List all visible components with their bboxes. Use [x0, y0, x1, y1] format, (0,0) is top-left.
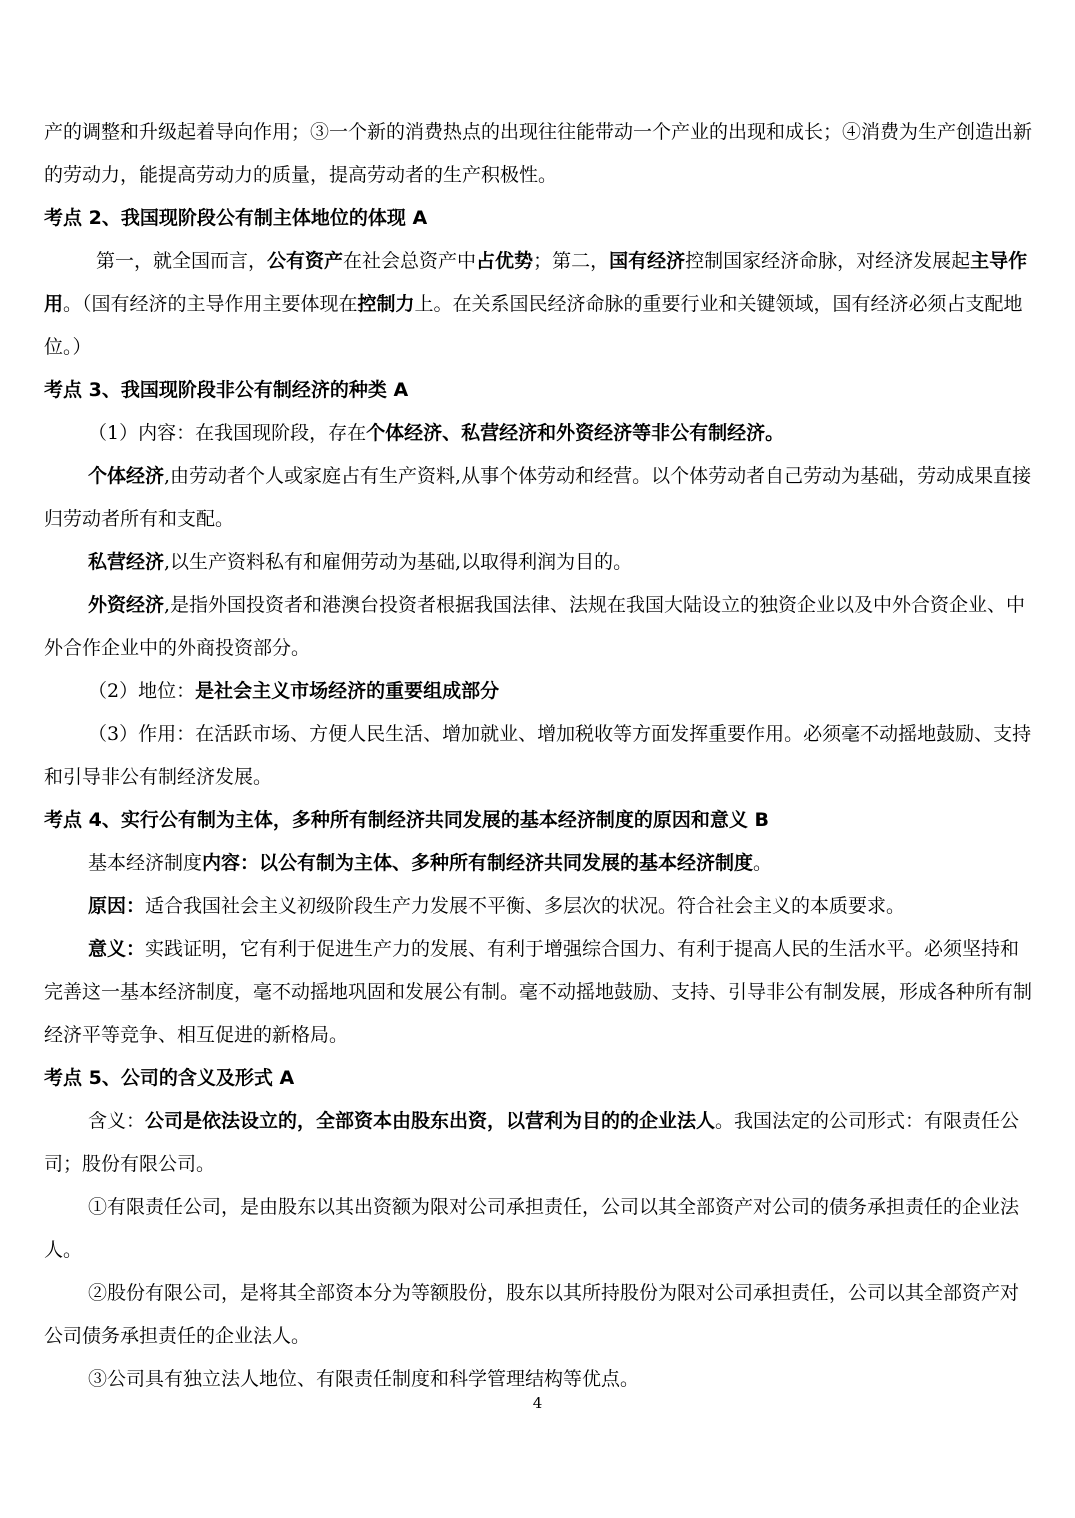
text-run: ③公司具有独立法人地位、有限责任制度和科学管理结构等优点。: [88, 1368, 640, 1390]
bold-text: 主导作用: [44, 250, 1028, 315]
page-content: [44, 111, 1036, 1401]
paragraph: [44, 412, 1036, 455]
bold-text: 控制力: [357, 293, 415, 315]
text-run: 控制国家经济命脉，对经济发展起: [685, 250, 971, 272]
text-run: 产的调整和升级起着导向作用；③一个新的消费热点的出现往往能带动一个产业的出现和成长；④消费为生产创造出新的劳动力，能提高劳动力的质量，提高劳动者的生产积极性。: [44, 121, 1033, 186]
text-run: 上。在关系国民经济命脉的重要行业和关键领域，国有经济必须占支配地位。）: [44, 293, 1023, 358]
bold-text: 国有经济: [609, 250, 686, 272]
paragraph: [44, 1272, 1036, 1358]
bold-text: 占优势: [476, 250, 534, 272]
bold-text: 考点 5、公司的含义及形式 A: [44, 1067, 295, 1089]
text-run: 适合我国社会主义初级阶段生产力发展不平衡、多层次的状况。符合社会主义的本质要求。: [145, 895, 906, 917]
paragraph: [44, 1100, 1036, 1186]
bold-text: 私营经济: [88, 551, 165, 573]
text-run: ②股份有限公司，是将其全部资本分为等额股份，股东以其所持股份为限对公司承担责任，公司以其全部资产对公司债务承担责任的企业法人。: [44, 1282, 1020, 1347]
text-run: （2）地位：: [88, 680, 196, 702]
text-run: （1）内容：在我国现阶段，存在: [88, 422, 367, 444]
section-heading: [44, 1057, 1036, 1100]
bold-text: 考点 4、实行公有制为主体，多种所有制经济共同发展的基本经济制度的原因和意义 B: [44, 809, 769, 831]
paragraph: [44, 713, 1036, 799]
paragraph: [44, 240, 1036, 369]
bold-text: 外资经济: [88, 594, 165, 616]
bold-text: 公司是依法设立的，全部资本由股东出资，以营利为目的的企业法人: [145, 1110, 716, 1132]
text-run: ①有限责任公司，是由股东以其出资额为限对公司承担责任，公司以其全部资产对公司的债务承担责任的企业法人。: [44, 1196, 1020, 1261]
paragraph: [44, 842, 1036, 885]
text-run: 。我国法定的公司形式：有限责任公司；股份有限公司。: [44, 1110, 1020, 1175]
text-run: ；第二，: [533, 250, 610, 272]
bold-text: 是社会主义市场经济的重要组成部分: [195, 680, 500, 702]
paragraph: [44, 111, 1036, 197]
paragraph: [44, 928, 1036, 1057]
paragraph: [44, 455, 1036, 541]
text-run: 含义：: [88, 1110, 146, 1132]
page-number: 4: [532, 1394, 543, 1412]
text-run: ,以生产资料私有和雇佣劳动为基础,以取得利润为目的。: [164, 551, 633, 573]
text-run: 实践证明，它有利于促进生产力的发展、有利于增强综合国力、有利于提高人民的生活水平。必须坚持和完善这一基本经济制度，毫不动摇地巩固和发展公有制。毫不动摇地鼓励、支持、引导非公有制发展，形成各种所有制经济平等竞争、相互促进的新格局。: [44, 938, 1033, 1046]
text-run: 在社会总资产中: [343, 250, 477, 272]
text-run: 第一，就全国而言，: [96, 250, 268, 272]
bold-text: 个体经济: [88, 465, 165, 487]
text-run: ,是指外国投资者和港澳台投资者根据我国法律、法规在我国大陆设立的独资企业以及中外合资企业、中外合作企业中的外商投资部分。: [44, 594, 1026, 659]
text-run: （3）作用：在活跃市场、方便人民生活、增加就业、增加税收等方面发挥重要作用。必须毫不动摇地鼓励、支持和引导非公有制经济发展。: [44, 723, 1032, 788]
paragraph: [44, 885, 1036, 928]
bold-text: 考点 2、我国现阶段公有制主体地位的体现 A: [44, 207, 428, 229]
paragraph: [44, 1186, 1036, 1272]
bold-text: 意义：: [88, 938, 146, 960]
paragraph: [44, 541, 1036, 584]
section-heading: [44, 369, 1036, 412]
text-run: 。: [753, 852, 773, 874]
text-run: 。（国有经济的主导作用主要体现在: [63, 293, 358, 315]
text-run: 基本经济制度: [88, 852, 203, 874]
bold-text: 个体经济、私营经济和外资经济等非公有制经济。: [366, 422, 785, 444]
section-heading: [44, 197, 1036, 240]
paragraph: [44, 584, 1036, 670]
bold-text: 内容：以公有制为主体、多种所有制经济共同发展的基本经济制度: [202, 852, 754, 874]
paragraph: [44, 670, 1036, 713]
bold-text: 公有资产: [267, 250, 344, 272]
bold-text: 原因：: [88, 895, 146, 917]
bold-text: 考点 3、我国现阶段非公有制经济的种类 A: [44, 379, 409, 401]
section-heading: [44, 799, 1036, 842]
text-run: ,由劳动者个人或家庭占有生产资料,从事个体劳动和经营。以个体劳动者自己劳动为基础，劳动成果直接归劳动者所有和支配。: [44, 465, 1032, 530]
